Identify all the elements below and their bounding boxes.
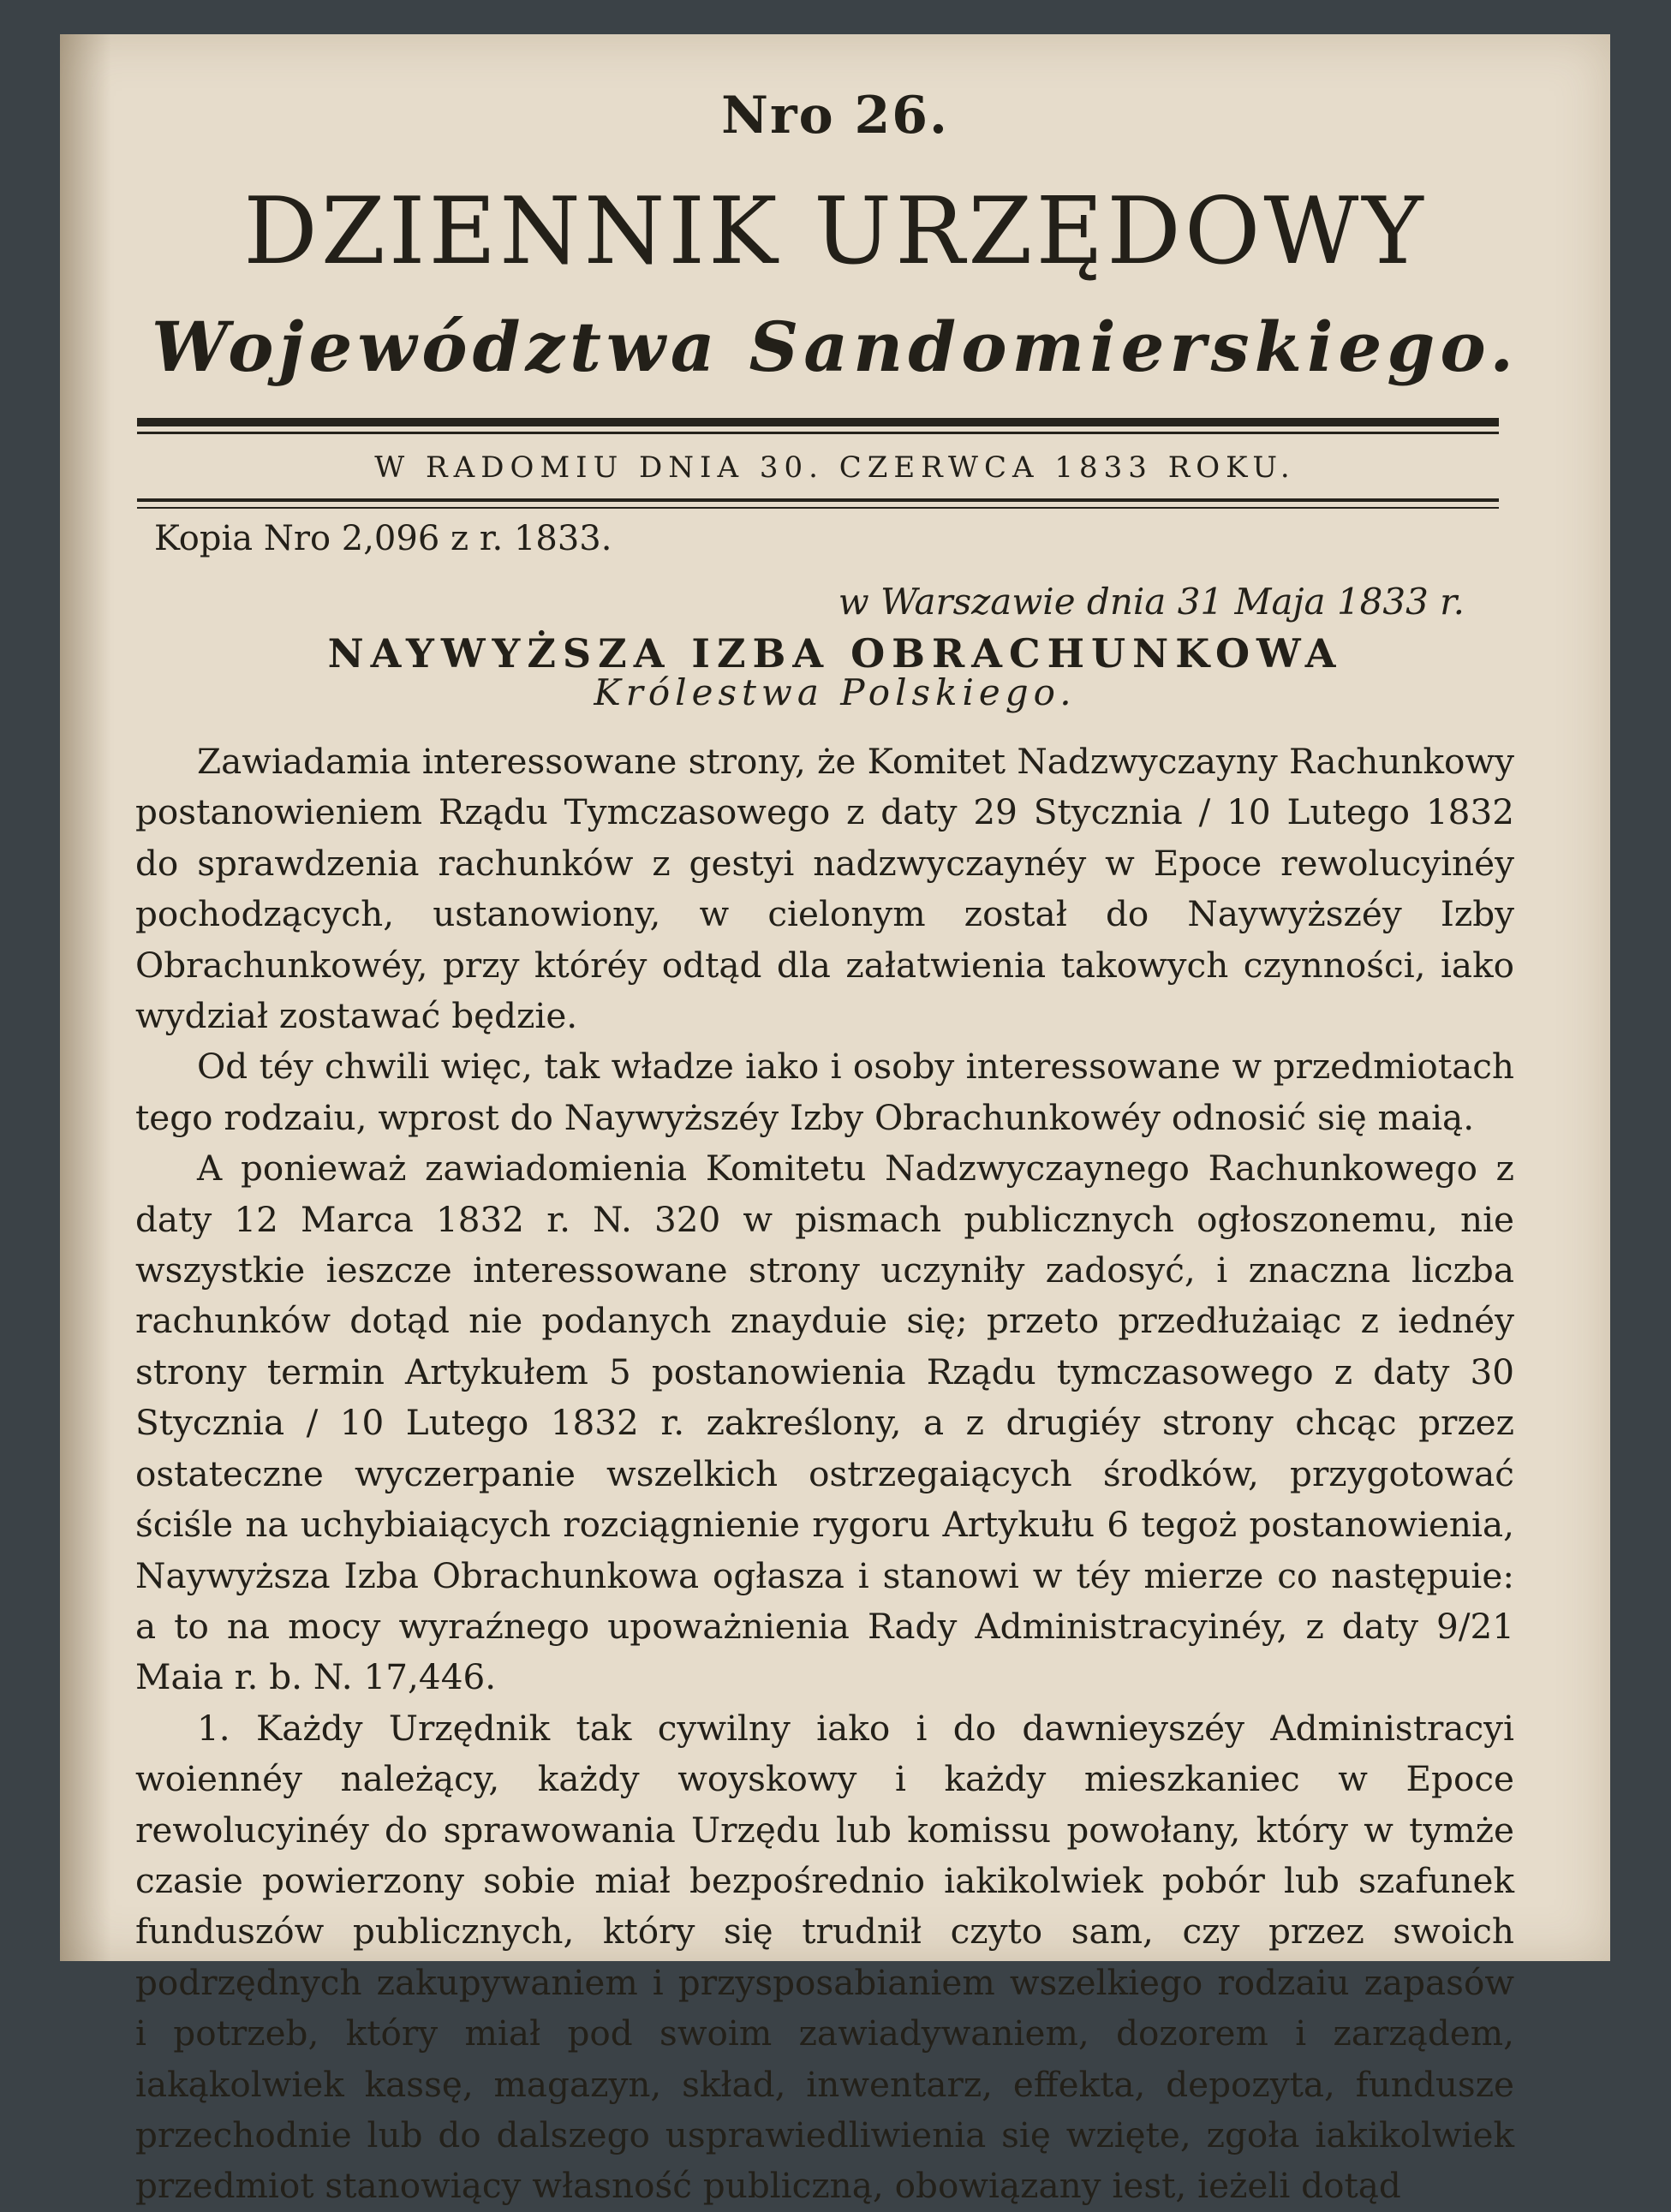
- journal-title: DZIENNIK URZĘDOWY: [243, 178, 1427, 285]
- paragraph: Od téy chwili więc, tak władze iako i osoby interessowane w przedmiotach tego rodzaiu, wprost do Naywyższéy Izby Obrachunkowéy odnosić się maią.: [135, 1046, 1514, 1138]
- chamber-subtitle: Królestwa Polskiego.: [594, 671, 1077, 713]
- copy-reference: Kopia Nro 2,096 z r. 1833.: [154, 519, 612, 558]
- header-rule-top: [137, 418, 1499, 426]
- paragraph: A ponieważ zawiadomienia Komitetu Nadzwyczaynego Rachunkowego z daty 12 Marca 1832 r. N. 320 w pismach publicznych ogłoszonemu, nie wszystkie ieszcze interessowane strony uczyniły zadosyć, i znaczna liczba rachunków dotąd nie podanych znayduie się; przeto przedłużaiąc z iednéy strony termin Artykułem 5 postanowienia Rządu tymczasowego z daty 30 Stycznia / 10 Lutego 1832 r. zakreślony, a z drugiéy strony chcąc przez ostateczne wyczerpanie wszelkich ostrzegaiących środków, przygotować ściśle na uchybiaiących rozciągnienie rygoru Artykułu 6 tegoż postanowienia, Naywyższa Izba Obrachunkowa ogłasza i stanowi w téy mierze co następuie: a to na mocy wyraźnego upoważnienia Rady Administracyinéy, z daty 9/21 Maia r. b. N. 17,446.: [135, 1148, 1514, 1698]
- body-text: [135, 736, 1514, 2212]
- paragraph: Zawiadamia interessowane strony, że Komitet Nadzwyczayny Rachunkowy postanowieniem Rządu Tymczasowego z daty 29 Stycznia / 10 Lutego 1832 do sprawdzenia rachunków z gestyi nadzwyczaynéy w Epoce rewolucyinéy pochodzących, ustanowiony, w cielonym został do Naywyższéy Izby Obrachunkowéy, przy któréy odtąd dla załatwienia takowych czynności, iako wydział zostawać będzie.: [135, 741, 1514, 1037]
- dateline: W RADOMIU DNIA 30. CZERWCA 1833 ROKU.: [374, 450, 1296, 485]
- journal-subtitle: Województwa Sandomierskiego.: [151, 307, 1519, 387]
- paragraph: 1. Każdy Urzędnik tak cywilny iako i do dawnieyszéy Administracyi woiennéy należący, każdy woyskowy i każdy mieszkaniec w Epoce rewolucyinéy do sprawowania Urzędu lub komissu powołany, który w tymże czasie powierzony sobie miał bezpośrednio iakikolwiek pobór lub szafunek funduszów publicznych, który się trudnił czyto sam, czy przez swoich podrzędnych zakupywaniem i przysposabianiem wszelkiego rodzaiu zapasów i potrzeb, który miał pod swoim zawiadywaniem, dozorem i zarządem, iakąkolwiek kassę, magazyn, skład, inwentarz, effekta, depozyta, fundusze przechodnie lub do dalszego usprawiedliwienia się wzięte, zgoła iakikolwiek przedmiot stanowiący własność publiczną, obowiązany iest, ieżeli dotąd: [135, 1707, 1514, 2207]
- header-rule-bottom: [137, 498, 1499, 502]
- chamber-title: NAYWYŻSZA IZBA OBRACHUNKOWA: [327, 630, 1343, 677]
- header-rule-top-thin: [137, 432, 1499, 434]
- issue-number: Nro 26.: [721, 86, 949, 146]
- place-date: w Warszawie dnia 31 Maja 1833 r.: [838, 581, 1465, 623]
- document-page: [60, 34, 1610, 2207]
- header-rule-bottom-thin: [137, 507, 1499, 509]
